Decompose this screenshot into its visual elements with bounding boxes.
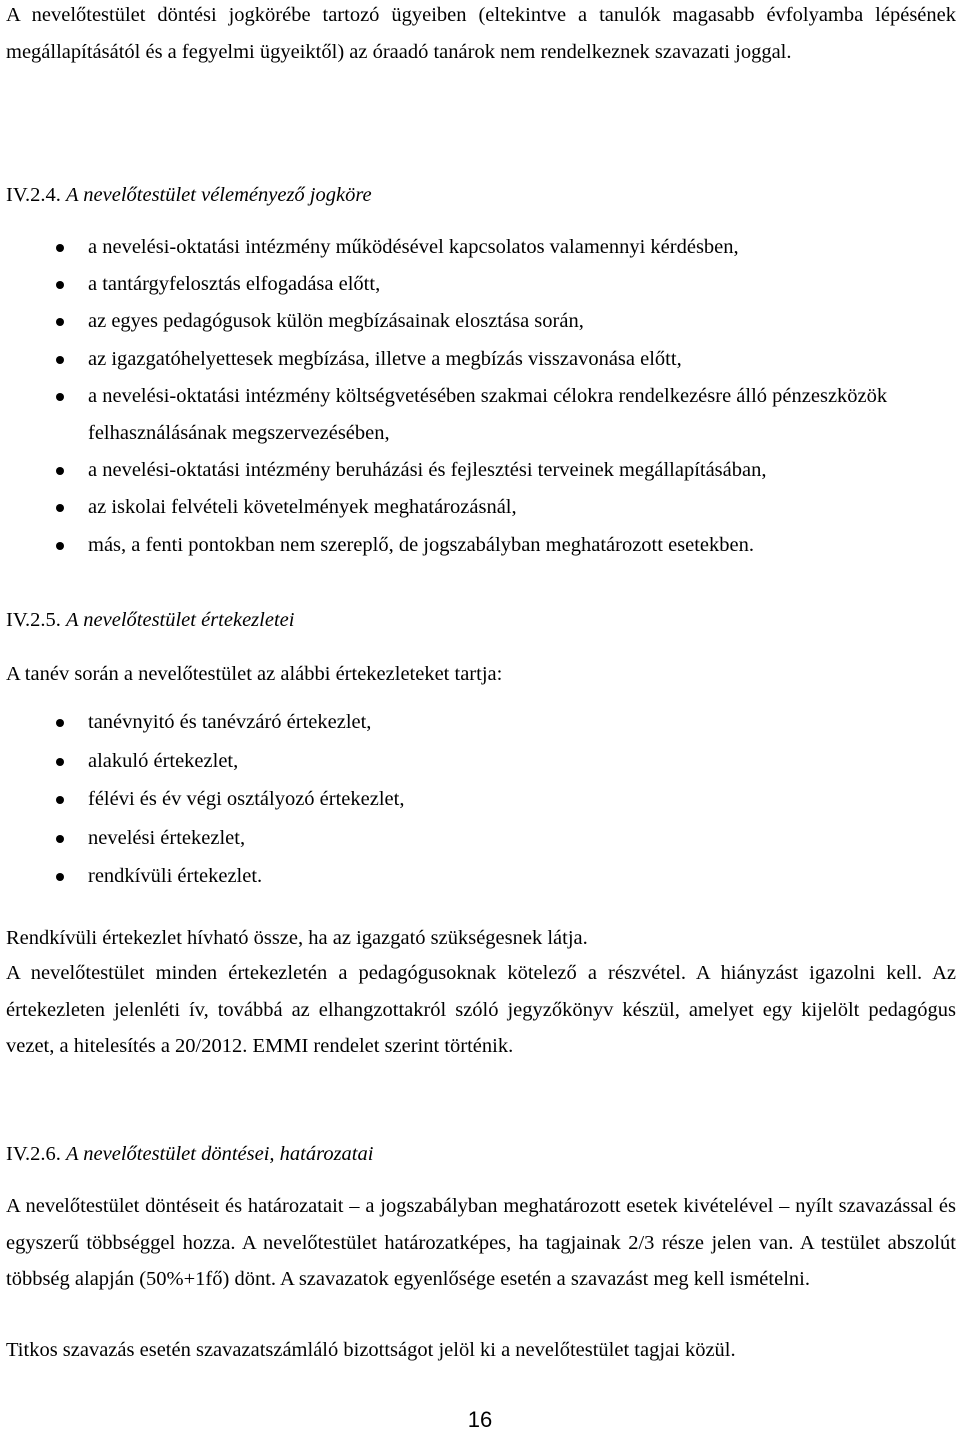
section-title: A nevelőtestület értekezletei (66, 609, 295, 631)
bullet-icon (56, 467, 64, 475)
list-item-text: a nevelési-oktatási intézmény beruházási és fejlesztési terveinek megállapításában, (88, 459, 767, 482)
list-item-text: az igazgatóhelyettesek megbízása, illetve a megbízás visszavonása előtt, (88, 347, 682, 370)
intro-paragraph: A nevelőtestület döntési jogkörébe tartozó ügyeiben (eltekintve a tanulók magasabb évfolyamba lépésének megállapításától és a fegyelmi ügyeiktől) az óraadó tanárok nem rendelkeznek szavazati joggal. (6, 4, 956, 63)
section-number: IV.2.4. (6, 184, 61, 206)
list-item (0, 378, 928, 452)
list-item (0, 489, 928, 526)
list-item-text: a tantárgyfelosztás elfogadása előtt, (88, 273, 381, 296)
extraordinary-meeting-paragraph: Rendkívüli értekezlet hívható össze, ha az igazgató szükségesnek látja. (6, 927, 588, 949)
list-item (0, 527, 928, 564)
list-item-text: az egyes pedagógusok külön megbízásainak elosztása során, (88, 310, 584, 333)
list-item-text: az iskolai felvételi követelmények meghatározásnál, (88, 496, 517, 519)
list-item (0, 857, 928, 896)
bullet-icon (56, 504, 64, 512)
list-item-text: tanévnyitó és tanévzáró értekezlet, (88, 711, 372, 733)
section-title: A nevelőtestület véleményező jogköre (66, 184, 372, 206)
list-item (0, 229, 928, 266)
bullet-icon (56, 281, 64, 289)
list-item (0, 703, 928, 742)
list-item-text: más, a fenti pontokban nem szereplő, de jogszabályban meghatározott esetekben. (88, 533, 755, 556)
page-number: 16 (467, 1407, 493, 1432)
section-heading-4 (6, 180, 372, 210)
list-item (0, 780, 928, 819)
bullet-icon (56, 542, 64, 550)
bullet-icon (56, 719, 64, 727)
bullet-icon (56, 244, 64, 252)
section-number: IV.2.6. (6, 1143, 61, 1165)
bullet-icon (56, 835, 64, 843)
list-item-text: a nevelési-oktatási intézmény működésével kapcsolatos valamennyi kérdésben, (88, 236, 739, 258)
list-item (0, 452, 928, 489)
list-item-text: alakuló értekezlet, (88, 749, 239, 772)
opinion-rights-list (0, 229, 960, 564)
list-item (0, 341, 928, 378)
bullet-icon (56, 758, 64, 766)
bullet-icon (56, 393, 64, 401)
list-item-text: a nevelési-oktatási intézmény költségvetésében szakmai célokra rendelkezésre álló pénzeszközök felhasználásának megszervezésében, (88, 384, 888, 445)
list-item (0, 819, 928, 858)
attendance-paragraph: A nevelőtestület minden értekezletén a pedagógusoknak kötelező a részvétel. A hiányzást igazolni kell. Az értekezleten jelenléti ív, továbbá az elhangzottakról szóló jegyzőkönyv készül, amelyet egy kijelölt pedagógus vezet, a hitelesítés a 20/2012. EMMI rendelet szerint történik. (6, 962, 956, 1057)
list-item (0, 303, 928, 340)
meetings-list (0, 703, 960, 896)
list-item (0, 742, 928, 781)
bullet-icon (56, 873, 64, 881)
list-item-text: rendkívüli értekezlet. (88, 865, 263, 887)
decisions-paragraph: A nevelőtestület döntéseit és határozatait – a jogszabályban meghatározott esetek kivételével – nyílt szavazással és egyszerű többséggel hozza. A nevelőtestület határozatképes, ha tagjainak 2/3 része jelen van. A testület abszolút többség alapján (50%+1fő) dönt. A szavazatok egyenlősége esetén a szavazást meg kell ismételni. (6, 1195, 956, 1290)
bullet-icon (56, 796, 64, 804)
bullet-icon (56, 318, 64, 326)
section-heading-5 (6, 605, 294, 635)
bullet-icon (56, 356, 64, 364)
secret-ballot-paragraph: Titkos szavazás esetén szavazatszámláló bizottságot jelöl ki a nevelőtestület tagjai közül. (6, 1339, 736, 1361)
meetings-lead: A tanév során a nevelőtestület az alábbi értekezleteket tartja: (6, 663, 503, 685)
list-item-text: félévi és év végi osztályozó értekezlet, (88, 788, 405, 810)
section-heading-6 (6, 1139, 373, 1169)
section-number: IV.2.5. (6, 609, 61, 631)
list-item (0, 266, 928, 303)
list-item-text: nevelési értekezlet, (88, 826, 246, 849)
section-title: A nevelőtestület döntései, határozatai (66, 1143, 374, 1165)
